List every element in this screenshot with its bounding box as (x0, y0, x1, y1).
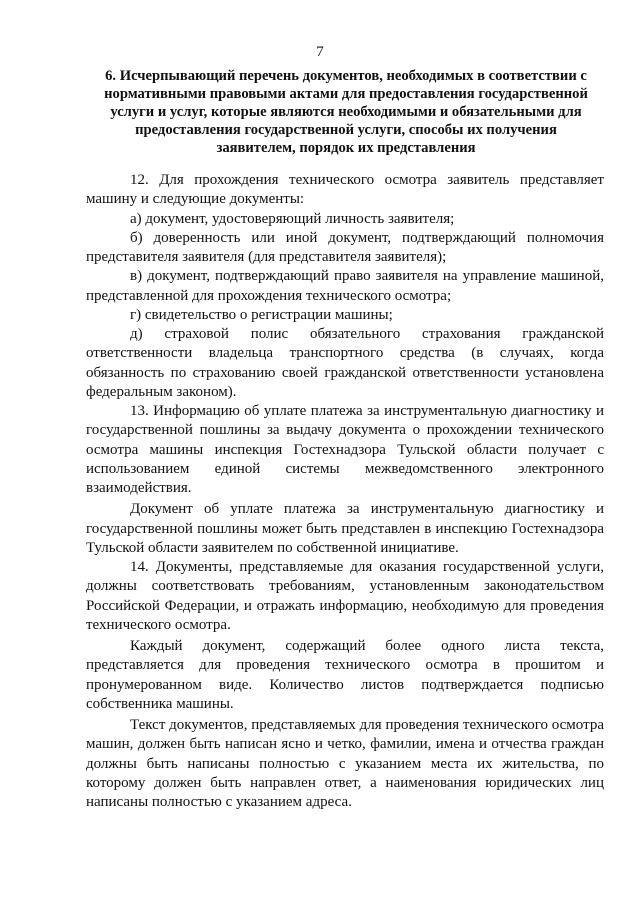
paragraph-payment-document: Документ об уплате платежа за инструментальную диагностику и государственной пошлины может быть представлен в инспекцию Гостехнадзора Тульской области заявителем по собственной инициативе. (86, 501, 604, 556)
paragraph-12: 12. Для прохождения технического осмотра заявитель представляет машину и следующие документы: (86, 172, 604, 208)
list-item-b: б) доверенность или иной документ, подтверждающий полномочия представителя заявителя (для представителя заявителя); (86, 229, 604, 265)
paragraph-13: 13. Информацию об уплате платежа за инструментальную диагностику и государственной пошлины за выдачу документа о прохождении технического осмотра машины инспекция Гостехнадзора Тульской области получает с использованием единой системы межведомственного электронного взаимодействия. (86, 403, 604, 496)
heading-line: 6. Исчерпывающий перечень документов, необходимых в соответствии с (105, 68, 587, 84)
heading-line: услуги и услуг, которые являются необходимыми и обязательными для (110, 104, 582, 120)
list-item-d: д) страховой полис обязательного страхования гражданской ответственности владельца транспортного средства (в случаях, когда обязанность по страхованию своей гражданской ответственности установлена федеральным законом). (86, 326, 604, 400)
list-item-g: г) свидетельство о регистрации машины; (130, 306, 393, 323)
paragraph-text-requirements: Текст документов, представляемых для проведения технического осмотра машин, должен быть написан ясно и четко, фамилии, имена и отчества граждан должны быть написаны полностью с указанием места их жительства, по которому должен быть направлен ответ, а наименования юридических лиц написаны полностью с указанием адреса. (86, 717, 604, 810)
heading-line: нормативными правовыми актами для предоставления государственной (104, 86, 588, 102)
paragraph-multi-sheet: Каждый документ, содержащий более одного листа текста, представляется для проведения технического осмотра в прошитом и пронумерованном виде. Количество листов подтверждается подписью собственника машины. (86, 638, 604, 712)
page-number: 7 (316, 44, 324, 60)
list-item-a: а) документ, удостоверяющий личность заявителя; (130, 210, 455, 227)
paragraph-14: 14. Документы, представляемые для оказания государственной услуги, должны соответствовать требованиям, установленным законодательством Российской Федерации, и отражать информацию, необходимую для проведения технического осмотра. (86, 559, 604, 633)
heading-line: предоставления государственной услуги, способы их получения (135, 122, 557, 138)
heading-line: заявителем, порядок их представления (216, 140, 476, 156)
section-heading (86, 67, 606, 157)
document-body (86, 171, 604, 812)
list-item-v: в) документ, подтверждающий право заявителя на управление машиной, представленной для прохождения технического осмотра; (86, 268, 604, 304)
